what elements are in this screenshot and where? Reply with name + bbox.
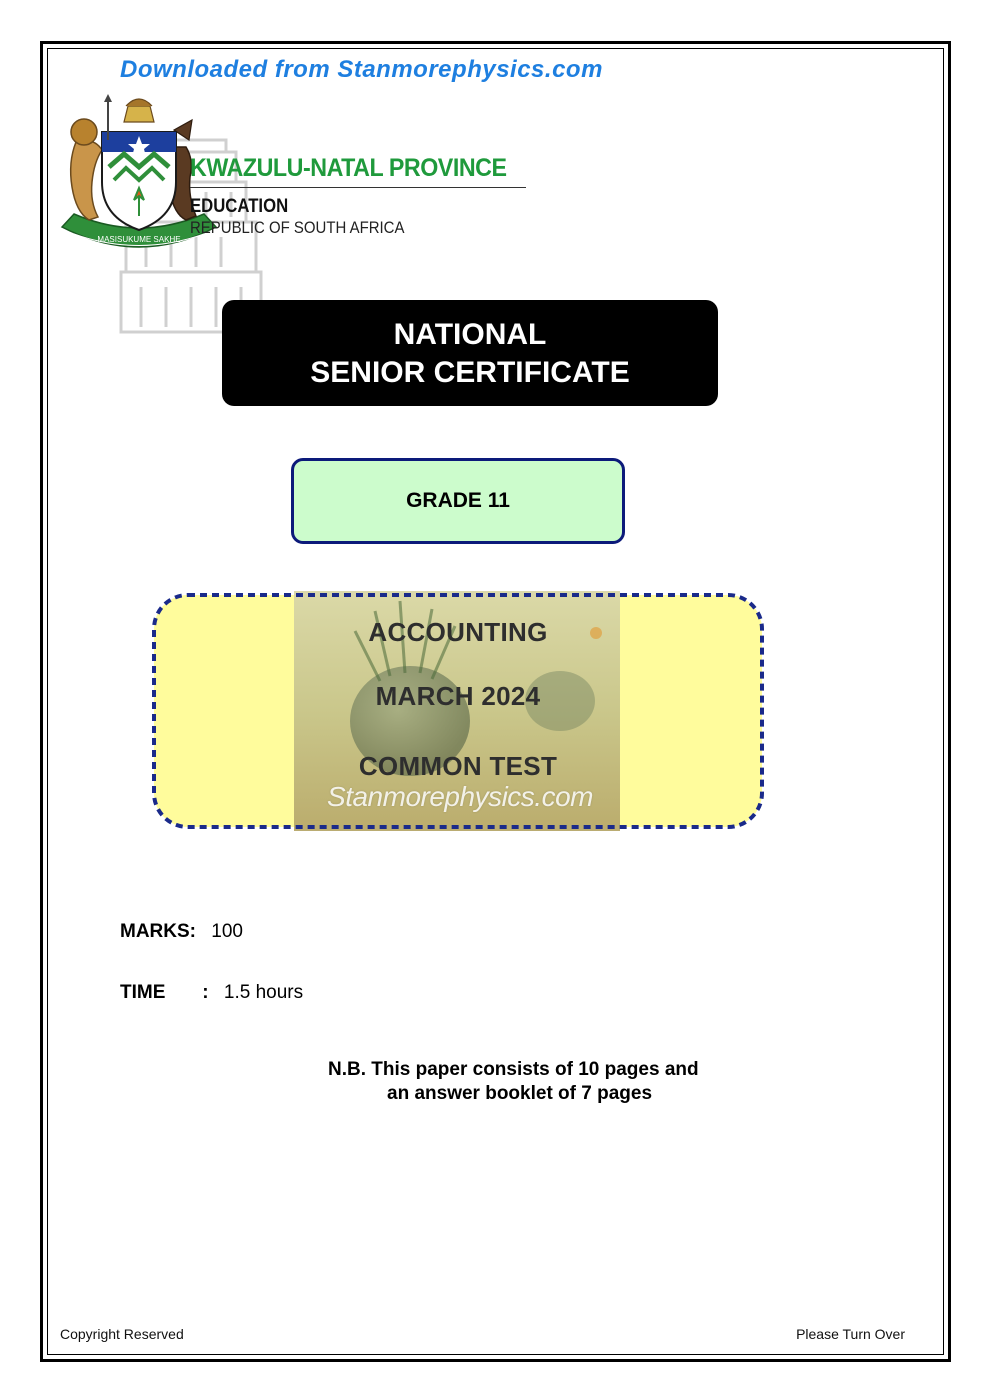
subject-box (150, 591, 766, 831)
note-line1: N.B. This paper consists of 10 pages and (328, 1059, 699, 1080)
time-value: 1.5 hours (223, 982, 304, 1003)
certificate-title-box (222, 300, 718, 406)
marks-row (120, 921, 243, 943)
download-banner[interactable]: Downloaded from Stanmorephysics.com (120, 56, 603, 83)
marks-value: 100 (211, 921, 243, 942)
time-row (120, 982, 303, 1004)
time-colon: : (202, 982, 209, 1003)
certificate-title-line1: NATIONAL (393, 318, 547, 351)
certificate-title-line2: SENIOR CERTIFICATE (310, 356, 630, 389)
note-line2: an answer booklet of 7 pages (387, 1083, 653, 1104)
svg-text:MASISUKUME SAKHE: MASISUKUME SAKHE (97, 235, 181, 244)
subject-type: COMMON TEST (358, 751, 558, 781)
footer-copyright: Copyright Reserved (60, 1326, 184, 1342)
subject-name: ACCOUNTING (368, 617, 548, 647)
country-name: REPUBLIC OF SOUTH AFRICA (190, 218, 405, 237)
time-label: TIME (120, 982, 166, 1003)
province-divider (190, 187, 526, 188)
grade-box: GRADE 11 (291, 458, 625, 544)
subject-date: MARCH 2024 (375, 681, 541, 711)
marks-label: MARKS: (120, 921, 196, 942)
footer-turn-over: Please Turn Over (796, 1326, 905, 1342)
department-name: EDUCATION (190, 196, 289, 217)
province-name: KWAZULU-NATAL PROVINCE (190, 154, 507, 182)
watermark-text: Stanmorephysics.com (327, 781, 593, 812)
page-count-note (328, 1058, 699, 1106)
